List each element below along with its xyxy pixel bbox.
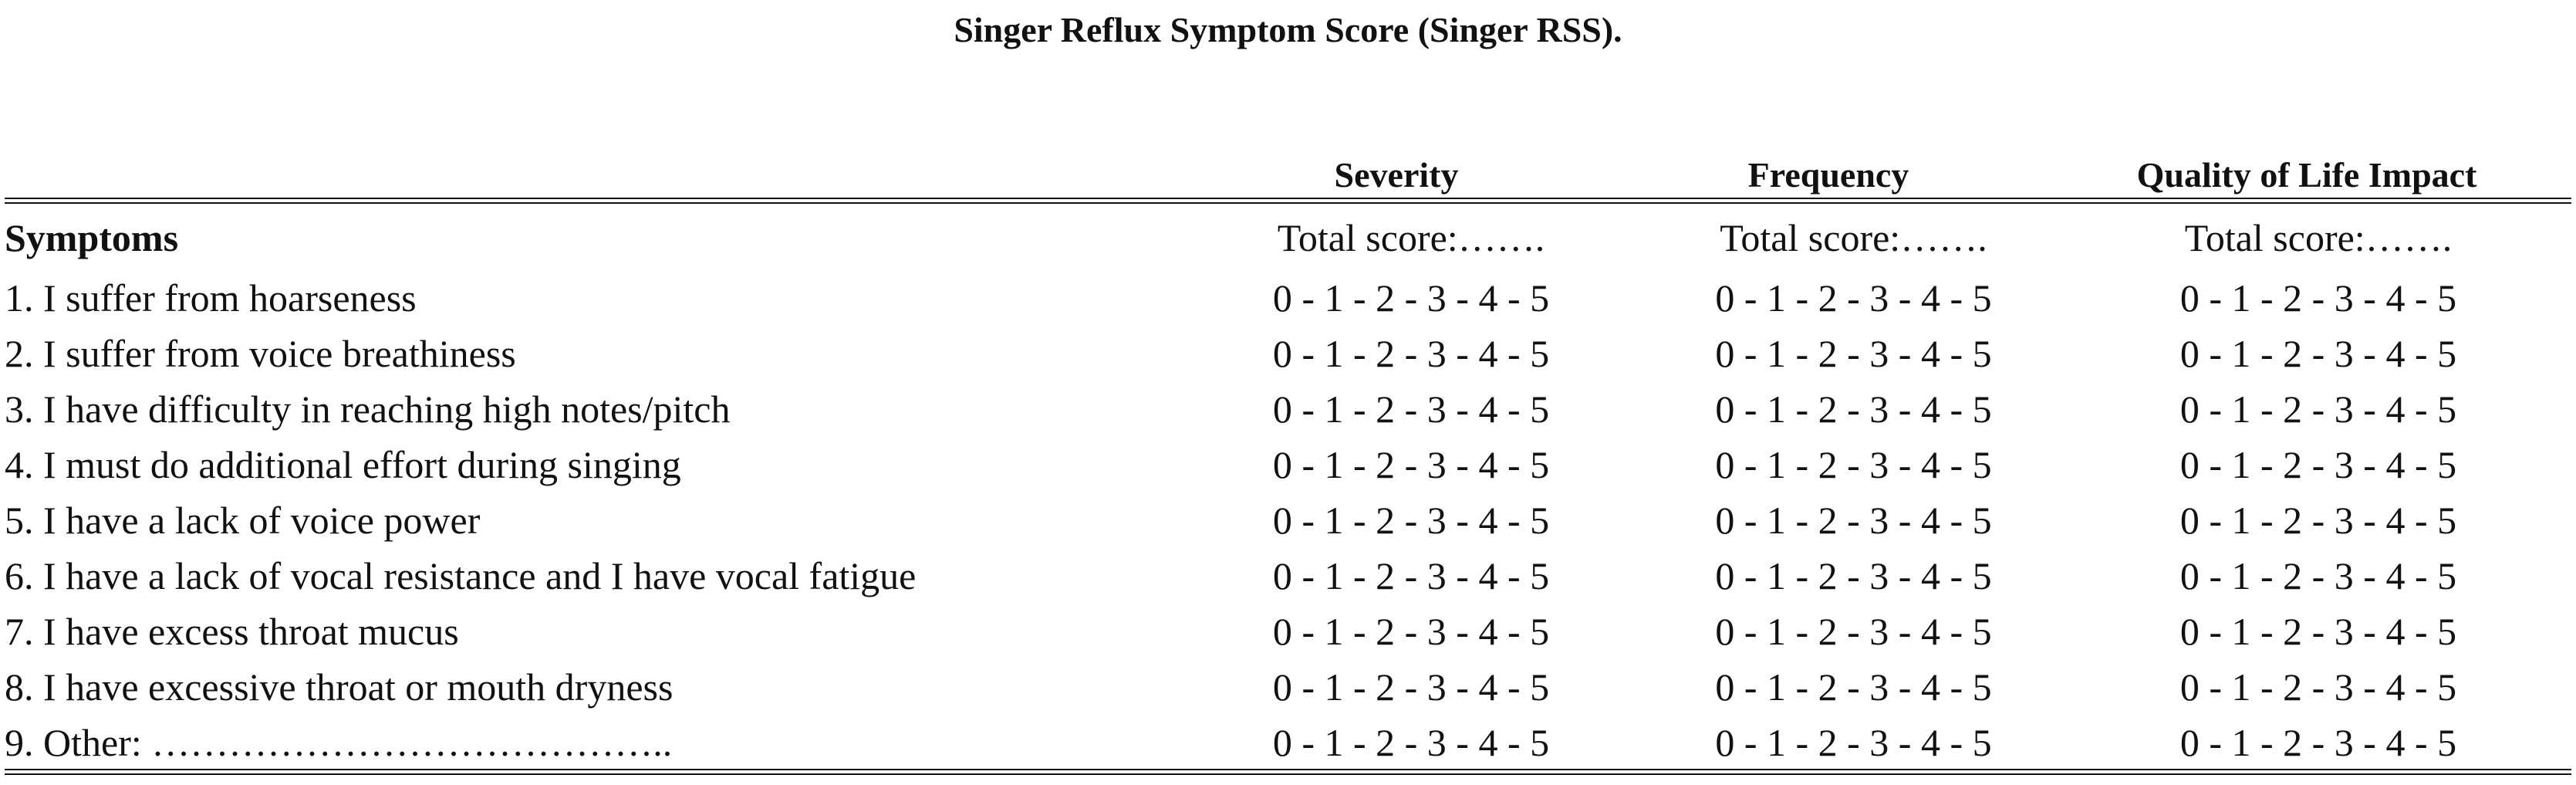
symptom-label: 8. I have excessive throat or mouth dryness <box>5 665 674 709</box>
symptom-row <box>5 270 2571 326</box>
bottom-rule-inner <box>5 769 2571 770</box>
quality-of-life-scale: 0 - 1 - 2 - 3 - 4 - 5 <box>2179 721 2457 764</box>
quality-of-life-scale: 0 - 1 - 2 - 3 - 4 - 5 <box>2179 332 2457 375</box>
symptom-row <box>5 604 2571 659</box>
symptom-score-table <box>5 205 2571 770</box>
quality-of-life-scale: 0 - 1 - 2 - 3 - 4 - 5 <box>2179 276 2457 320</box>
top-rule-inner <box>5 202 2571 204</box>
quality-of-life-scale: 0 - 1 - 2 - 3 - 4 - 5 <box>2179 665 2457 709</box>
column-header-frequency: Frequency <box>1747 155 1909 195</box>
symptom-label: 7. I have excess throat mucus <box>5 610 459 653</box>
frequency-scale: 0 - 1 - 2 - 3 - 4 - 5 <box>1715 499 1992 542</box>
quality-of-life-scale: 0 - 1 - 2 - 3 - 4 - 5 <box>2179 499 2457 542</box>
column-header-quality-of-life: Quality of Life Impact <box>2136 155 2477 195</box>
symptom-label: 6. I have a lack of vocal resistance and I have vocal fatigue <box>5 554 917 597</box>
frequency-scale: 0 - 1 - 2 - 3 - 4 - 5 <box>1715 610 1992 653</box>
symptom-row <box>5 548 2571 604</box>
symptom-row <box>5 326 2571 381</box>
symptom-row <box>5 492 2571 548</box>
symptom-row <box>5 659 2571 715</box>
total-score-row <box>5 205 2571 270</box>
top-rule-outer <box>5 198 2571 199</box>
severity-total-score: Total score:……. <box>1277 216 1545 259</box>
quality-of-life-scale: 0 - 1 - 2 - 3 - 4 - 5 <box>2179 443 2457 486</box>
frequency-scale: 0 - 1 - 2 - 3 - 4 - 5 <box>1715 665 1992 709</box>
symptom-row <box>5 437 2571 492</box>
severity-scale: 0 - 1 - 2 - 3 - 4 - 5 <box>1272 332 1550 375</box>
frequency-scale: 0 - 1 - 2 - 3 - 4 - 5 <box>1715 276 1992 320</box>
severity-scale: 0 - 1 - 2 - 3 - 4 - 5 <box>1272 665 1550 709</box>
frequency-scale: 0 - 1 - 2 - 3 - 4 - 5 <box>1715 332 1992 375</box>
symptom-label: 1. I suffer from hoarseness <box>5 276 417 320</box>
severity-scale: 0 - 1 - 2 - 3 - 4 - 5 <box>1272 387 1550 431</box>
symptoms-header: Symptoms <box>5 216 179 259</box>
frequency-scale: 0 - 1 - 2 - 3 - 4 - 5 <box>1715 443 1992 486</box>
quality-of-life-scale: 0 - 1 - 2 - 3 - 4 - 5 <box>2179 387 2457 431</box>
severity-scale: 0 - 1 - 2 - 3 - 4 - 5 <box>1272 443 1550 486</box>
column-header-severity: Severity <box>1334 155 1459 195</box>
frequency-scale: 0 - 1 - 2 - 3 - 4 - 5 <box>1715 721 1992 764</box>
symptom-label: 4. I must do additional effort during singing <box>5 443 681 486</box>
symptom-row <box>5 381 2571 437</box>
frequency-scale: 0 - 1 - 2 - 3 - 4 - 5 <box>1715 387 1992 431</box>
symptom-label: 9. Other: ………………………………….. <box>5 721 673 764</box>
frequency-scale: 0 - 1 - 2 - 3 - 4 - 5 <box>1715 554 1992 597</box>
symptom-label: 3. I have difficulty in reaching high notes/pitch <box>5 387 731 431</box>
severity-scale: 0 - 1 - 2 - 3 - 4 - 5 <box>1272 610 1550 653</box>
document-title: Singer Reflux Symptom Score (Singer RSS). <box>954 10 1622 49</box>
quality-of-life-scale: 0 - 1 - 2 - 3 - 4 - 5 <box>2179 610 2457 653</box>
symptom-label: 2. I suffer from voice breathiness <box>5 332 516 375</box>
symptom-row <box>5 715 2571 770</box>
symptom-label: 5. I have a lack of voice power <box>5 499 481 542</box>
frequency-total-score: Total score:……. <box>1720 216 1987 259</box>
quality-of-life-scale: 0 - 1 - 2 - 3 - 4 - 5 <box>2179 554 2457 597</box>
bottom-rule-outer <box>5 773 2571 775</box>
severity-scale: 0 - 1 - 2 - 3 - 4 - 5 <box>1272 276 1550 320</box>
severity-scale: 0 - 1 - 2 - 3 - 4 - 5 <box>1272 554 1550 597</box>
severity-scale: 0 - 1 - 2 - 3 - 4 - 5 <box>1272 721 1550 764</box>
severity-scale: 0 - 1 - 2 - 3 - 4 - 5 <box>1272 499 1550 542</box>
quality-of-life-total-score: Total score:……. <box>2184 216 2453 259</box>
